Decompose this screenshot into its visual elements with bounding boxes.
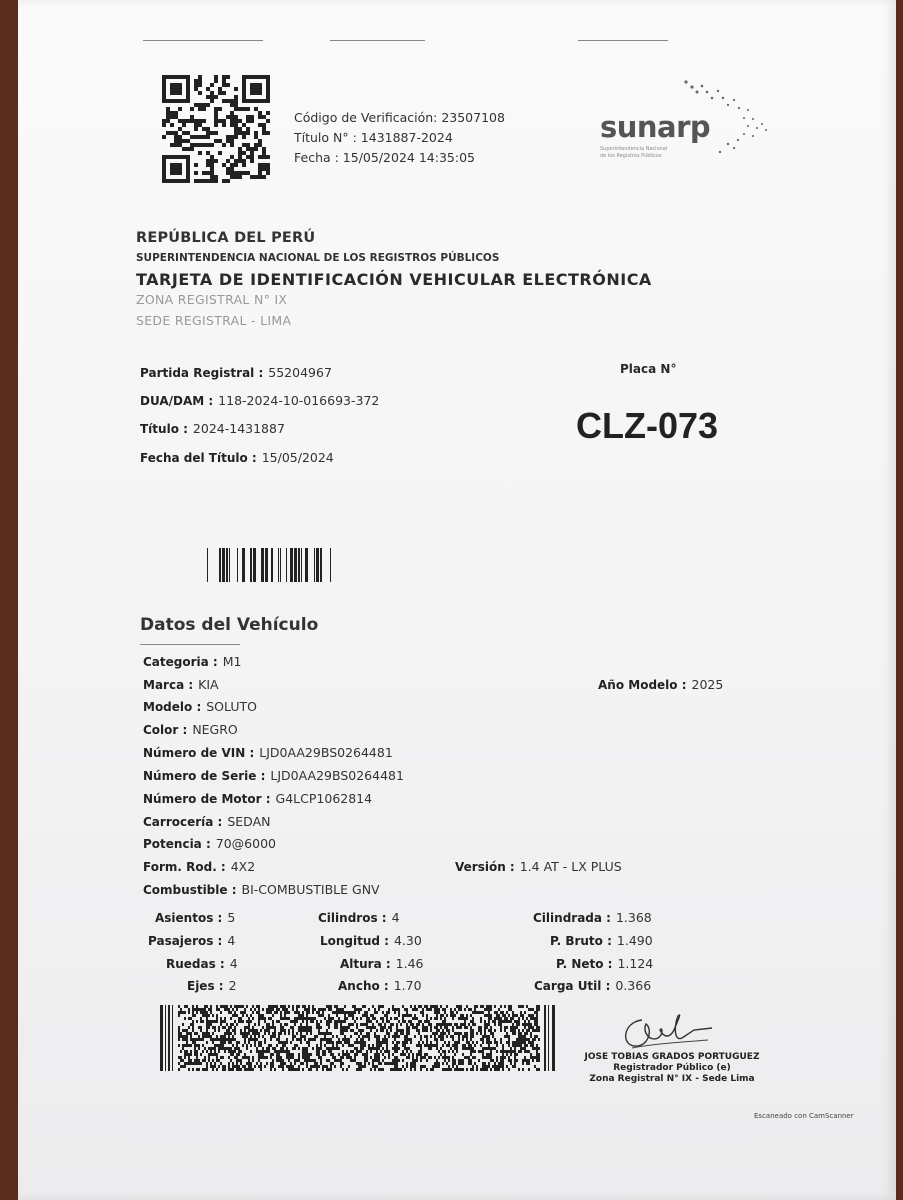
zona-registral: ZONA REGISTRAL N° IX xyxy=(136,292,288,307)
peso-neto-row: P. Neto : 1.124 xyxy=(556,956,654,971)
registrador-cargo: Registrador Público (e) xyxy=(613,1063,731,1073)
fecha-titulo-row: Fecha del Título : 15/05/2024 xyxy=(140,450,334,465)
heading-underline xyxy=(140,644,240,645)
registrador-block xyxy=(584,1052,760,1085)
fecha-emision: Fecha : 15/05/2024 14:35:05 xyxy=(294,150,475,165)
potencia-row: Potencia : 70@6000 xyxy=(143,836,276,851)
top-rule-2 xyxy=(330,40,425,41)
pdf417-barcode-icon xyxy=(160,1005,558,1071)
datos-vehiculo-heading: Datos del Vehículo xyxy=(140,615,319,635)
sunarp-wordmark: sunarp xyxy=(600,110,711,144)
placa-number: CLZ-073 xyxy=(576,405,719,446)
motor-row: Número de Motor : G4LCP1062814 xyxy=(143,791,373,806)
small-barcode-icon xyxy=(202,548,336,582)
cilindrada-row: Cilindrada : 1.368 xyxy=(533,910,652,925)
dua-row: DUA/DAM : 118-2024-10-016693-372 xyxy=(140,393,380,408)
codigo-verificacion: Código de Verificación: 23507108 xyxy=(294,110,505,125)
top-rule-3 xyxy=(578,40,668,41)
color-row: Color : NEGRO xyxy=(143,722,238,737)
ancho-row: Ancho : 1.70 xyxy=(338,978,422,993)
titulo-numero: Título N° : 1431887-2024 xyxy=(294,130,453,145)
ejes-row: Ejes : 2 xyxy=(187,978,237,993)
vin-row: Número de VIN : LJD0AA29BS0264481 xyxy=(143,745,393,760)
superintendencia-title: SUPERINTENDENCIA NACIONAL DE LOS REGISTROS PÚBLICOS xyxy=(136,252,500,264)
tarjeta-title: TARJETA DE IDENTIFICACIÓN VEHICULAR ELECTRÓNICA xyxy=(136,270,652,289)
carga-util-row: Carga Util : 0.366 xyxy=(534,978,652,993)
sunarp-logo xyxy=(598,78,778,168)
signature-icon xyxy=(612,1008,722,1056)
registrador-zona: Zona Registral N° IX - Sede Lima xyxy=(589,1074,755,1084)
placa-label: Placa N° xyxy=(620,362,677,376)
registrador-nombre: JOSE TOBIAS GRADOS PORTUGUEZ xyxy=(584,1052,760,1062)
republica-title: REPÚBLICA DEL PERÚ xyxy=(136,230,316,246)
asientos-row: Asientos : 5 xyxy=(155,910,236,925)
categoria-row: Categoria : M1 xyxy=(143,654,242,669)
altura-row: Altura : 1.46 xyxy=(340,956,424,971)
sunarp-tagline: Superintendencia Nacional de los Registros Públicos xyxy=(600,146,668,159)
form-rod-row: Form. Rod. : 4X2 xyxy=(143,859,256,874)
partida-row: Partida Registral : 55204967 xyxy=(140,365,332,380)
cilindros-row: Cilindros : 4 xyxy=(318,910,400,925)
marca-row: Marca : KIA xyxy=(143,677,219,692)
pasajeros-row: Pasajeros : 4 xyxy=(148,933,236,948)
anio-modelo-row: Año Modelo : 2025 xyxy=(598,677,724,692)
scanner-watermark: Escaneado con CamScanner xyxy=(754,1112,854,1120)
combustible-row: Combustible : BI-COMBUSTIBLE GNV xyxy=(143,882,380,897)
ruedas-row: Ruedas : 4 xyxy=(166,956,238,971)
sede-registral: SEDE REGISTRAL - LIMA xyxy=(136,313,292,328)
top-rule-1 xyxy=(143,40,263,41)
carroceria-row: Carrocería : SEDAN xyxy=(143,814,271,829)
titulo-row: Título : 2024-1431887 xyxy=(140,421,285,436)
longitud-row: Longitud : 4.30 xyxy=(320,933,422,948)
verification-info xyxy=(294,108,505,168)
serie-row: Número de Serie : LJD0AA29BS0264481 xyxy=(143,768,404,783)
peso-bruto-row: P. Bruto : 1.490 xyxy=(550,933,653,948)
qr-code-icon xyxy=(162,75,270,183)
modelo-row: Modelo : SOLUTO xyxy=(143,699,257,714)
version-row: Versión : 1.4 AT - LX PLUS xyxy=(455,859,622,874)
